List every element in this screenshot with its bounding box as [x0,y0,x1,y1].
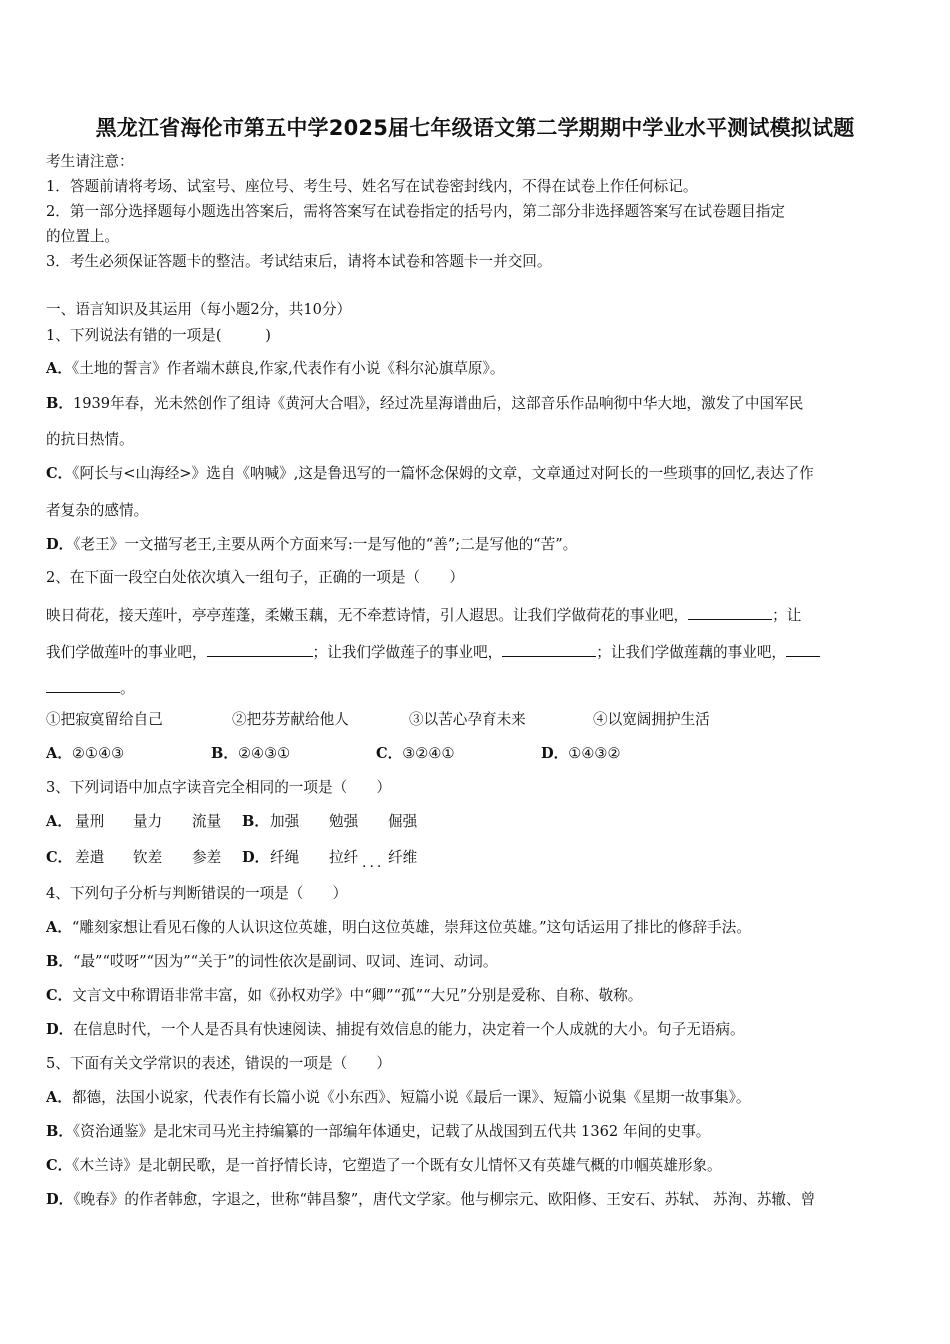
question-2-passage-2 [46,640,908,663]
option-label: B． [211,745,238,762]
option-text: 《老王》一文描写老王,主要从两个方面来写:一是写他的“善”;二是写他的“苦”。 [73,536,578,553]
word: 加强 [270,813,300,830]
option-label: D． [46,1191,74,1208]
option-text: 《资治通鉴》是北宋司马光主持编纂的一部编年体通史，记载了从战国到五代共 1362 年间的史事。 [72,1123,711,1140]
answer-blank [786,640,820,657]
question-4-option-d [46,1020,908,1040]
word: 纤绳 [270,849,300,866]
choice-1: ①把寂寞留给自己 [46,711,163,728]
answer-blank [502,640,596,657]
option-label: C． [376,745,403,762]
question-2-option-d [541,744,621,764]
question-5-option-a [46,1088,908,1108]
question-3-option-a-label: A． [46,813,72,830]
question-4-option-a [46,918,908,938]
question-2-option-a [46,744,124,764]
option-label: D． [46,1021,74,1038]
question-3-stem: 3、下列词语中加点字读音完全相同的一项是（ ） [46,779,391,796]
word: 纤维 [388,849,418,866]
question-1-option-a [46,359,908,379]
option-label: C． [46,987,73,1004]
choice-3: ③以苦心孕育未来 [409,711,526,728]
question-5-option-b [46,1122,908,1142]
question-2-option-c [376,744,455,764]
option-label: B． [46,395,73,412]
emphasis-dots: ... [362,855,385,871]
question-3-option-d-label: D． [242,849,270,866]
question-1-option-c [46,464,908,484]
section-heading: 一、语言知识及其运用（每小题2分，共10分） [46,301,352,318]
option-text: 在信息时代，一个人是否具有快速阅读、捕捉有效信息的能力，决定着一个人成就的大小。句子无语病。 [73,1021,745,1038]
word: 钦差 [133,849,163,866]
question-3-option-b-label: B． [242,813,269,830]
passage-text: ；让我们学做莲子的事业吧， [312,644,503,661]
word: 流量 [192,813,222,830]
option-label: B． [46,1123,73,1140]
question-2-passage-1 [46,603,908,626]
passage-text: ；让 [772,607,802,624]
question-2-passage-3 [46,676,908,699]
passage-text: 。 [120,680,135,697]
question-5-stem: 5、下面有关文学常识的表述，错误的一项是（ ） [46,1055,391,1072]
word: 量刑 [75,813,105,830]
question-1-option-b-cont: 的抗日热情。 [46,431,134,448]
option-label: D． [46,536,74,553]
option-text: “雕刻家想让看见石像的人认识这位英雄，明白这位英雄，崇拜这位英雄。”这句话运用了排比的修辞手法。 [71,919,751,936]
option-label: B． [46,953,73,970]
word: 勉强 [329,813,359,830]
word: 拉纤 [329,849,359,866]
option-text: 1939年春，光未然创作了组诗《黄河大合唱》，经过冼星海谱曲后，这部音乐作品响彻中华大地，激发了中国军民 [72,395,804,412]
question-5-option-c [46,1156,908,1176]
option-label: C． [46,1157,73,1174]
option-text: ③②④① [402,745,455,762]
question-2-stem: 2、在下面一段空白处依次填入一组句子，正确的一项是（ ） [46,569,464,586]
option-text: 《晚春》的作者韩愈，字退之，世称“韩昌黎”，唐代文学家。他与柳宗元、欧阳修、王安石、苏轼、 苏洵、苏辙、曾 [73,1191,816,1208]
question-1-option-b [46,394,908,414]
option-label: A． [46,919,72,936]
option-text: 《阿长与<山海经>》选自《呐喊》,这是鲁迅写的一篇怀念保姆的文章，文章通过对阿长的一些琐事的回忆,表达了作 [72,465,814,482]
answer-blank [688,603,772,620]
option-label: D． [541,745,569,762]
question-4-option-c [46,986,908,1006]
option-text: “最”“哎呀”“因为”“关于”的词性依次是副词、叹词、连词、动词。 [72,953,498,970]
answer-blank [46,676,120,693]
word: 量力 [133,813,163,830]
option-text: 《木兰诗》是北朝民歌，是一首抒情长诗，它塑造了一个既有女儿情怀又有英雄气概的巾帼英雄形象。 [72,1157,722,1174]
option-label: C． [46,465,73,482]
option-label: A． [46,1089,72,1106]
notice-item-2: 2．第一部分选择题每小题选出答案后，需将答案写在试卷指定的括号内，第二部分非选择题答案写在试卷题目指定 [46,203,785,220]
word: 参差 [192,849,222,866]
question-2-option-b [211,744,290,764]
answer-blank [207,640,313,657]
choice-4: ④以宽阔拥护生活 [593,711,710,728]
question-4-stem: 4、下列句子分析与判断错误的一项是（ ） [46,885,348,902]
notice-item-3: 3．考生必须保证答题卡的整洁。考试结束后，请将本试卷和答题卡一并交回。 [46,253,552,270]
word: 倔强 [388,813,418,830]
option-text: ①④③② [568,745,621,762]
word: 差遣 [75,849,105,866]
question-4-option-b [46,952,908,972]
passage-text: ；让我们学做莲藕的事业吧， [596,644,787,661]
passage-text: 我们学做莲叶的事业吧， [46,644,207,661]
question-1-option-c-cont: 者复杂的感情。 [46,502,149,519]
question-1-option-d [46,535,908,555]
notice-item-1: 1．答题前请将考场、试室号、座位号、考生号、姓名写在试卷密封线内，不得在试卷上作任何标记。 [46,178,698,195]
notice-item-2-cont: 的位置上。 [46,228,119,245]
question-3-option-c-label: C． [46,849,73,866]
option-text: 文言文中称谓语非常丰富，如《孙权劝学》中“卿”“孤”“大兄”分别是爱称、自称、敬称。 [72,987,643,1004]
question-5-option-d [46,1190,908,1210]
option-text: 都德，法国小说家，代表作有长篇小说《小东西》、短篇小说《最后一课》、短篇小说集《星期一故事集》。 [71,1089,751,1106]
option-text: 《土地的誓言》作者端木蕻良,作家,代表作有小说《科尔沁旗草原》。 [71,360,505,377]
choice-2: ②把芬芳献给他人 [232,711,349,728]
notice-heading: 考生请注意： [46,153,134,170]
option-label: A． [46,745,72,762]
page-title: 黑龙江省海伦市第五中学2025届七年级语文第二学期期中学业水平测试模拟试题 [95,116,855,140]
passage-text: 映日荷花，接天莲叶，亭亭莲蓬，柔嫩玉藕，无不牵惹诗情，引人遐思。让我们学做荷花的事业吧， [46,607,689,624]
option-text: ②④③① [237,745,291,762]
question-1-stem: 1、下列说法有错的一项是( ) [46,327,271,344]
option-label: A． [46,360,72,377]
option-text: ②①④③ [71,745,125,762]
